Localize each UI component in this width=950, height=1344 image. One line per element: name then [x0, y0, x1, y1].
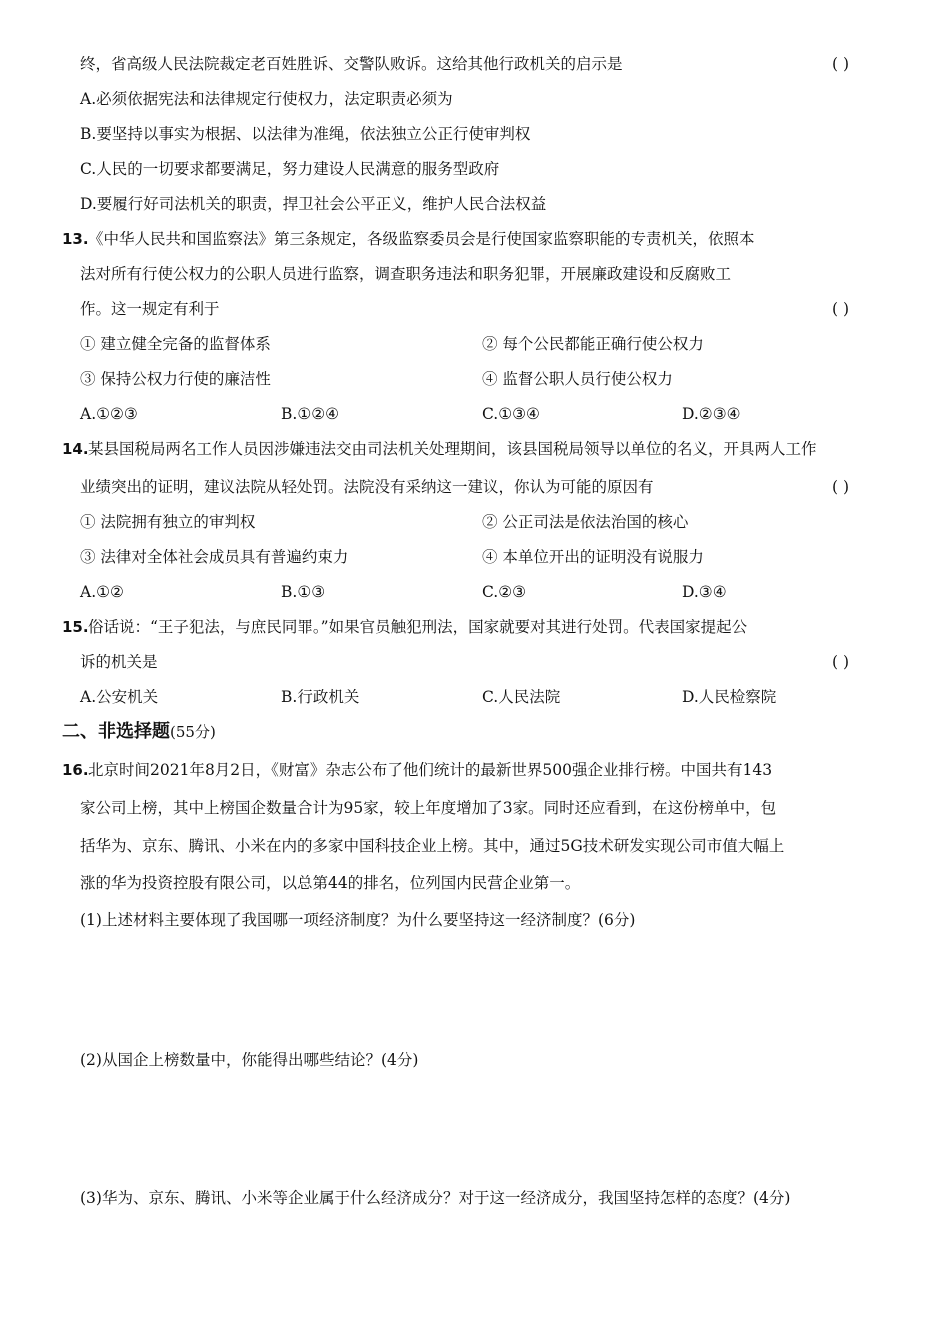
q14-statement-2: ② 公正司法是依法治国的核心	[482, 513, 689, 531]
q16-stem-line-4: 涨的华为投资控股有限公司，以总第44的排名，位列国内民营企业第一。	[80, 874, 581, 892]
q16-sub-question-3: (3)华为、京东、腾讯、小米等企业属于什么经济成分？对于这一经济成分，我国坚持怎样的态度？(4分)	[80, 1189, 791, 1207]
q13-statement-3: ③ 保持公权力行使的廉洁性	[80, 370, 271, 388]
q16-sub-question-2: (2)从国企上榜数量中，你能得出哪些结论？(4分)	[80, 1051, 419, 1069]
q16-stem-line-1: 北京时间2021年8月2日，《财富》杂志公布了他们统计的最新世界500强企业排行榜。中国共有143	[88, 761, 773, 779]
q14-statement-3: ③ 法律对全体社会成员具有普遍约束力	[80, 548, 349, 566]
q13-statement-1: ① 建立健全完备的监督体系	[80, 335, 271, 353]
q14-option-d: D.③④	[682, 583, 727, 601]
q12-option-a: A.必须依据宪法和法律规定行使权力，法定职责必须为	[80, 90, 453, 108]
q13-number: 13.	[62, 230, 89, 248]
q16-stem-line-2: 家公司上榜，其中上榜国企数量合计为95家，较上年度增加了3家。同时还应看到，在这份榜单中，包	[80, 799, 777, 817]
q16-stem-line-3: 括华为、京东、腾讯、小米在内的多家中国科技企业上榜。其中，通过5G技术研发实现公司市值大幅上	[80, 837, 785, 855]
q13-option-d: D.②③④	[682, 405, 741, 423]
q16-sub-question-1: (1)上述材料主要体现了我国哪一项经济制度？为什么要坚持这一经济制度？(6分)	[80, 911, 636, 929]
section-heading	[62, 722, 216, 742]
q12-option-b: B.要坚持以事实为根据、以法律为准绳，依法独立公正行使审判权	[80, 125, 531, 143]
q12-option-d: D.要履行好司法机关的职责，捍卫社会公平正义，维护人民合法权益	[80, 195, 547, 213]
q14-stem-line-1: 某县国税局两名工作人员因涉嫌违法交由司法机关处理期间，该县国税局领导以单位的名义，开具两人工作	[88, 440, 817, 458]
q13-statement-4: ④ 监督公职人员行使公权力	[482, 370, 673, 388]
q14-option-a: A.①②	[80, 583, 124, 601]
q15-answer-paren: ( )	[832, 653, 850, 671]
q14-statement-4: ④ 本单位开出的证明没有说服力	[482, 548, 704, 566]
section-score: (55分)	[170, 723, 216, 741]
q12-stem-tail: 终，省高级人民法院裁定老百姓胜诉、交警队败诉。这给其他行政机关的启示是	[80, 55, 623, 73]
q15-stem-line-2: 诉的机关是	[80, 653, 158, 671]
q14-stem-line-2: 业绩突出的证明，建议法院从轻处罚。法院没有采纳这一建议，你认为可能的原因有	[80, 478, 654, 496]
q15-number: 15.	[62, 618, 89, 636]
q16-number: 16.	[62, 761, 89, 779]
q14-answer-paren: ( )	[832, 478, 850, 496]
q13-stem-line-3: 作。这一规定有利于	[80, 300, 220, 318]
q15-option-a: A.公安机关	[80, 688, 159, 706]
q13-answer-paren: ( )	[832, 300, 850, 318]
q13-stem-line-1: 《中华人民共和国监察法》第三条规定，各级监察委员会是行使国家监察职能的专责机关，依照本	[88, 230, 755, 248]
q14-option-c: C.②③	[482, 583, 527, 601]
q15-option-c: C.人民法院	[482, 688, 561, 706]
q12-answer-paren: ( )	[832, 55, 850, 73]
q15-option-b: B.行政机关	[281, 688, 360, 706]
q14-option-b: B.①③	[281, 583, 326, 601]
section-title: 二、非选择题	[62, 721, 170, 742]
q13-stem-line-2: 法对所有行使公权力的公职人员进行监察，调查职务违法和职务犯罪，开展廉政建设和反腐败工	[80, 265, 732, 283]
q13-option-c: C.①③④	[482, 405, 540, 423]
q15-option-d: D.人民检察院	[682, 688, 777, 706]
q13-option-a: A.①②③	[80, 405, 138, 423]
q14-number: 14.	[62, 440, 89, 458]
q15-stem-line-1: 俗话说：“王子犯法，与庶民同罪。”如果官员触犯刑法，国家就要对其进行处罚。代表国家提起公	[88, 618, 748, 636]
q13-option-b: B.①②④	[281, 405, 340, 423]
q14-statement-1: ① 法院拥有独立的审判权	[80, 513, 256, 531]
q12-option-c: C.人民的一切要求都要满足，努力建设人民满意的服务型政府	[80, 160, 500, 178]
q13-statement-2: ② 每个公民都能正确行使公权力	[482, 335, 704, 353]
